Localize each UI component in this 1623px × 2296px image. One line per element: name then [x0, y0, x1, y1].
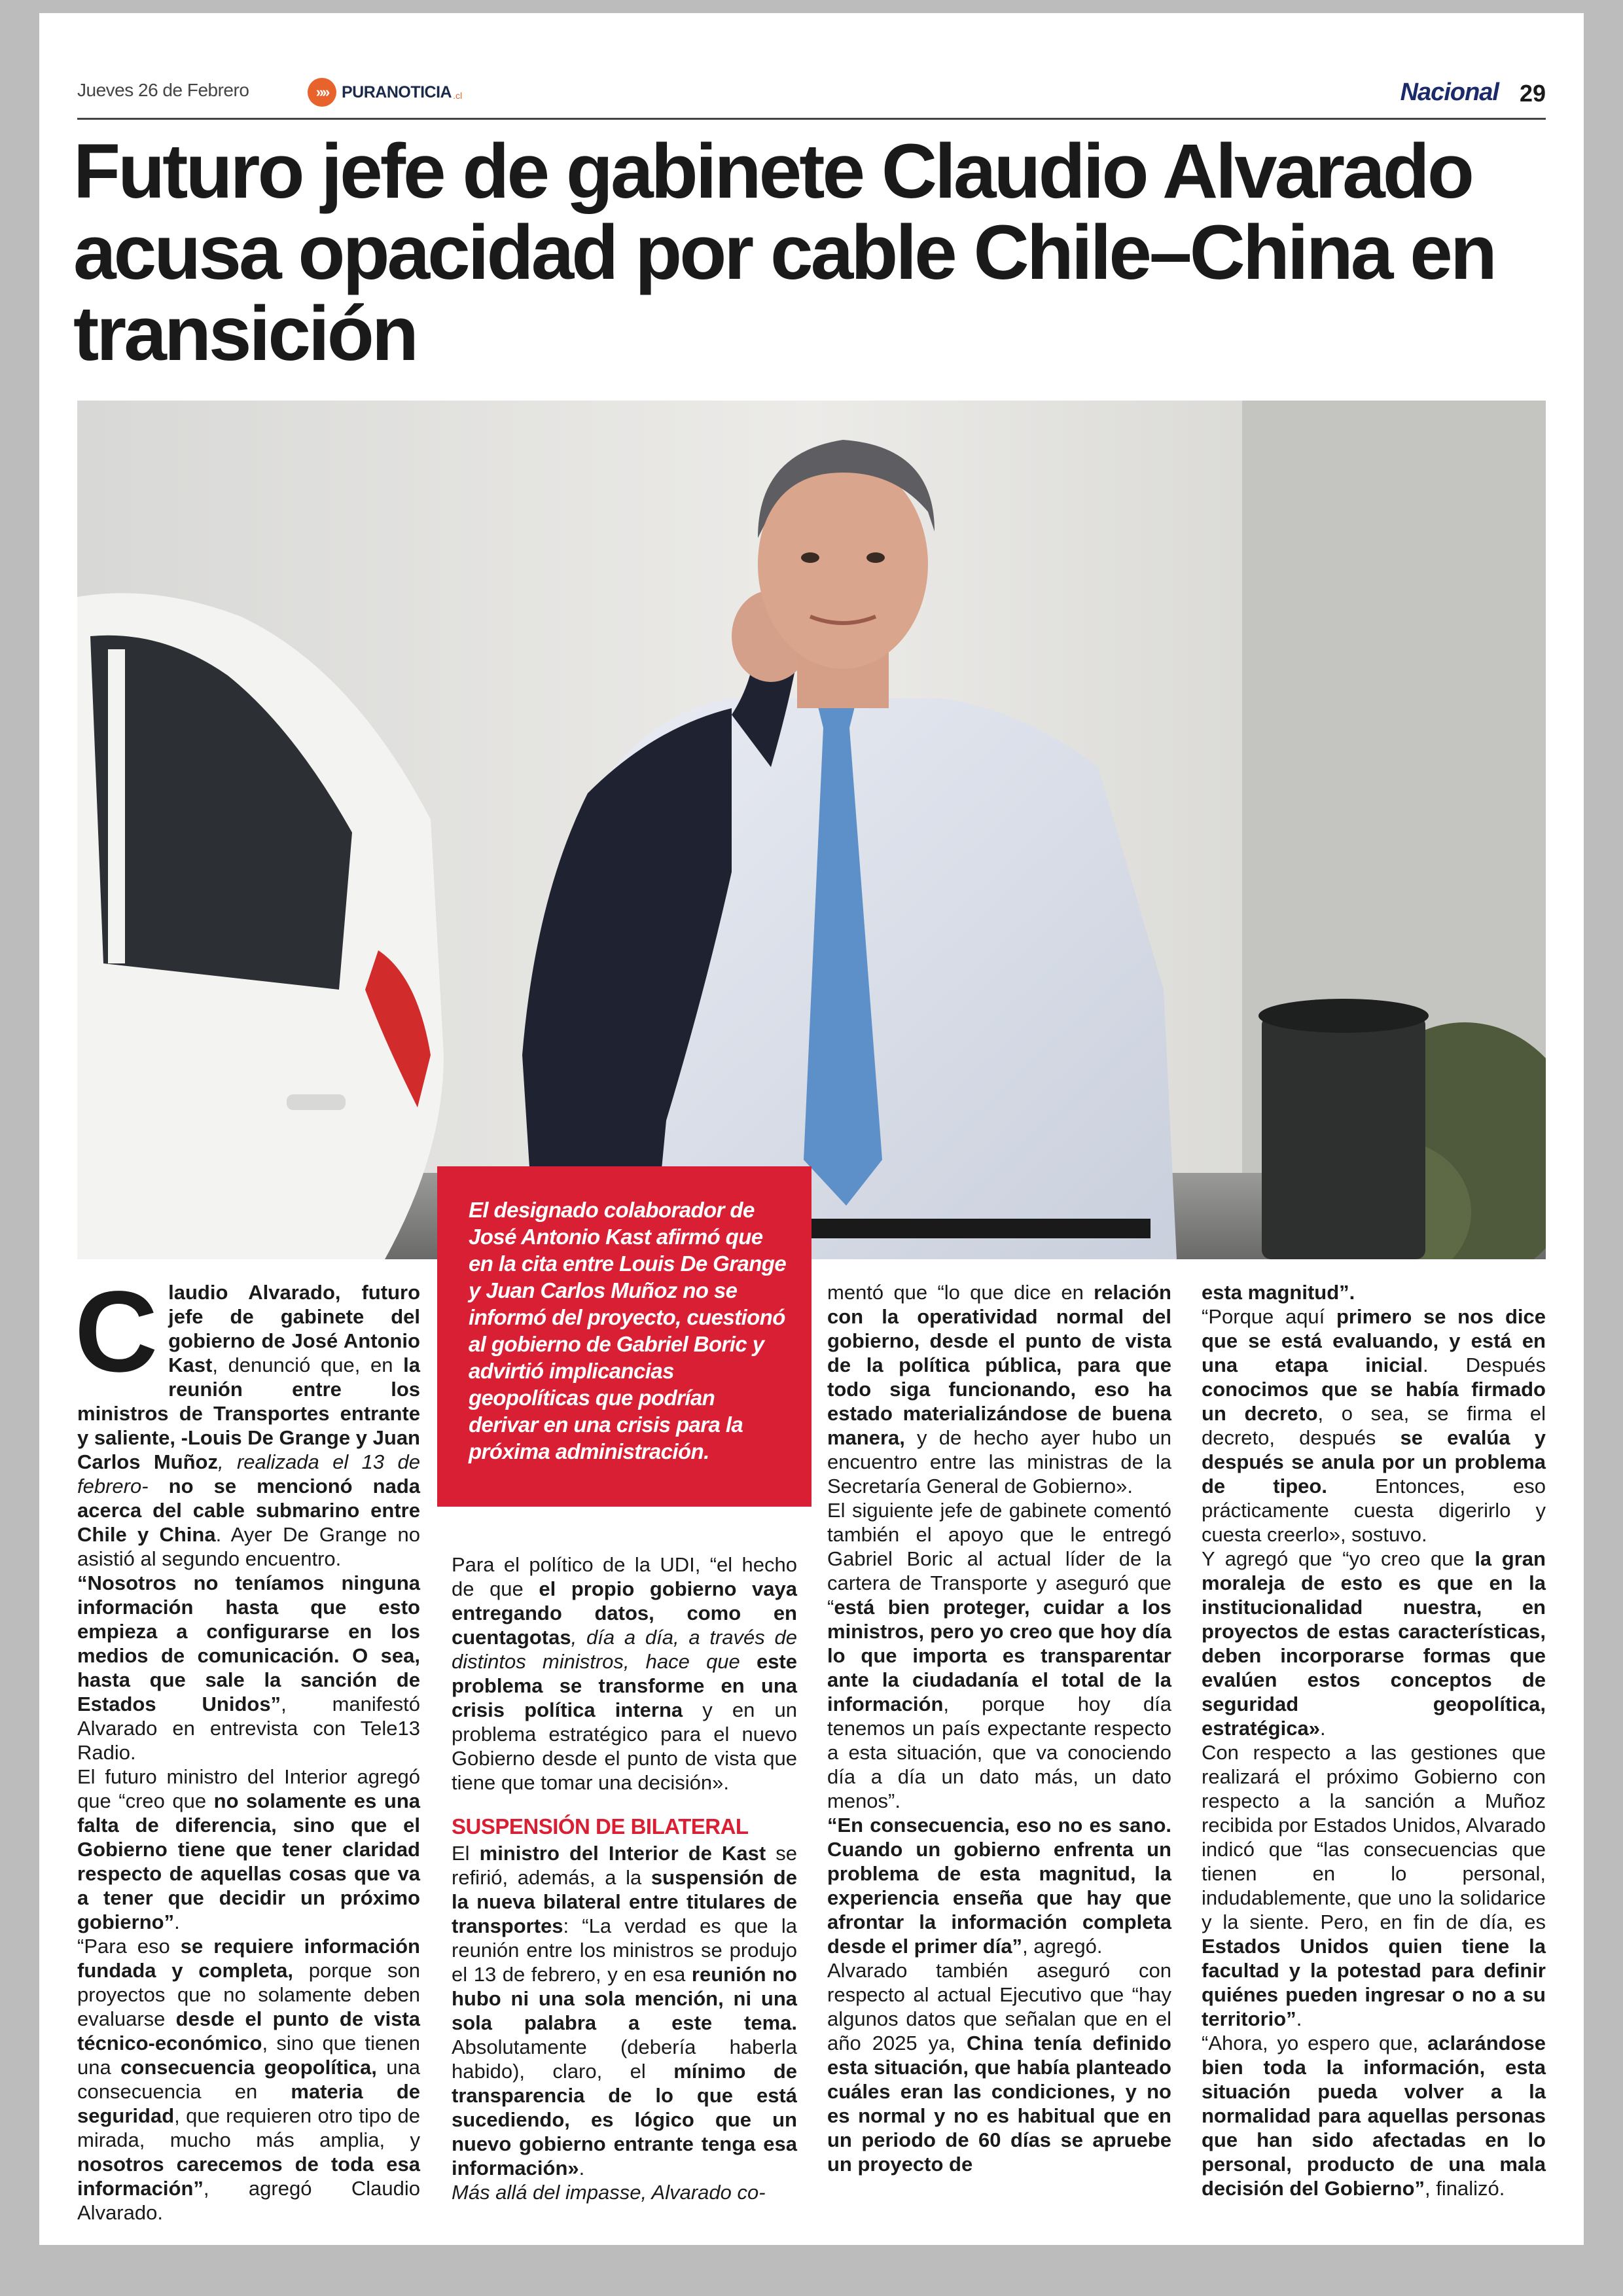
logo-text: PURANOTICIA	[342, 82, 452, 101]
paragraph: El futuro ministro del Interior agregó que “creo que no solamente es una falta de diferencia, sino que el Gobierno tiene que tener claridad respecto de aquellas cosas que va a tener que decidir un próximo gobierno”.	[77, 1765, 420, 1933]
article-photo	[77, 401, 1546, 1259]
article-column-1	[75, 1268, 420, 2225]
paragraph: mentó que “lo que dice en relación con la operatividad normal del gobierno, desde el punto de vista de la política pública, para que todo siga funcionando, eso ha estado materializándose de buena manera, y de hecho ayer hubo un encuentro entre las ministras de la Secretaría General de Gobierno».	[827, 1281, 1171, 1498]
logo-tld: .cl	[453, 90, 463, 101]
paragraph: Y agregó que “yo creo que la gran moraleja de esto es que en la institucionalidad nuestra, en proyectos de estas características, deben incorporarse formas que evalúen estos conceptos de seguridad geopolítica, estratégica».	[1202, 1547, 1546, 1740]
callout-box	[437, 1166, 812, 1507]
article-headline: Futuro jefe de gabinete Claudio Alvarado acusa opacidad por cable Chile–China en transición	[73, 128, 1495, 377]
issue-date: Jueves 26 de Febrero	[77, 80, 249, 100]
paragraph: “Nosotros no teníamos ninguna información hasta que esto empieza a configurarse en los medios de comunicación. O sea, hasta que sale la sanción de Estados Unidos”, manifestó Alvarado en entrevista con Tele13 Radio.	[77, 1571, 420, 1764]
paragraph: Para el político de la UDI, “el hecho de que el propio gobierno vaya entregando datos, como en cuentagotas, día a día, a través de distintos ministros, hace que este problema se transforme en una crisis política interna y en un problema estratégico para el nuevo Gobierno desde el punto de vista que tiene que tomar una decisión».	[452, 1553, 797, 1794]
callout-text: El designado colaborador de José Antonio Kast afirmó que en la cita entre Louis De Grange y Juan Carlos Muñoz no se informó del proyecto, cuestionó al gobierno de Gabriel Boric y advirtió implicancias geopolíticas que podrían derivar en una crisis para la próxima administración.	[469, 1198, 787, 1463]
drop-cap: C	[75, 1268, 158, 1396]
paragraph: El siguiente jefe de gabinete comentó también el apoyo que le entregó Gabriel Boric al actual líder de la cartera de Transporte y aseguró que “está bien proteger, cuidar a los ministros, pero yo creo que hoy día lo que importa es transparentar ante la ciudadanía el total de la información, porque hoy día tenemos un país expectante respecto a esta situación, que va conociendo día a día un dato más, un dato menos”.	[827, 1499, 1171, 1812]
section-subhead: SUSPENSIÓN DE BILATERAL	[452, 1814, 749, 1839]
page-number: 29	[1519, 80, 1546, 107]
article-column-3	[827, 1280, 1171, 2176]
article-column-2	[452, 1552, 797, 2204]
section-name: Nacional	[1400, 79, 1499, 106]
paragraph: Claudio Alvarado, futuro jefe de gabinete del gobierno de José Antonio Kast, denunció que, en la reunión entre los ministros de Transportes entrante y saliente, -Louis De Grange y Juan Carlos Muñoz, realizada el 13 de febrero- no se mencionó nada acerca del cable submarino entre Chile y China. Ayer De Grange no asistió al segundo encuentro.	[75, 1268, 420, 1570]
page-header	[77, 77, 1546, 120]
paragraph: esta magnitud”.	[1202, 1281, 1355, 1304]
publication-logo	[308, 77, 462, 107]
double-chevron-icon: »»	[308, 78, 336, 107]
paragraph: “En consecuencia, eso no es sano. Cuando un gobierno enfrenta un problema de esta magnitud, la experiencia enseña que hay que afrontar la información completa desde el primer día”, agregó.	[827, 1814, 1171, 1958]
paragraph: “Para eso se requiere información fundada y completa, porque son proyectos que no solamente deben evaluarse desde el punto de vista técnico-económico, sino que tienen una consecuencia geopolítica, una consecuencia en materia de seguridad, que requieren otro tipo de mirada, mucho más amplia, y nosotros carecemos de toda esa información”, agregó Claudio Alvarado.	[77, 1935, 420, 2224]
paragraph: Alvarado también aseguró con respecto al actual Ejecutivo que “hay algunos datos que señalan que en el año 2025 ya, China tenía definido esta situación, que había planteado cuáles eran las condiciones, y no es normal y no es habitual que en un periodo de 60 días se apruebe un proyecto de	[827, 1959, 1171, 2176]
article-column-4	[1202, 1280, 1546, 2200]
paragraph: El ministro del Interior de Kast se refirió, además, a la suspensión de la nueva bilateral entre titulares de transportes: “La verdad es que la reunión entre los ministros se produjo el 13 de febrero, y en esa reunión no hubo ni una sola mención, ni una sola palabra a este tema. Absolutamente (debería haberla habido), claro, el mínimo de transparencia de lo que está sucediendo, es lógico que un nuevo gobierno entrante tenga esa información».	[452, 1842, 797, 2179]
paragraph: “Ahora, yo espero que, aclarándose bien toda la información, esta situación pueda volver a la normalidad para aquellas personas que han sido afectadas en lo personal, producto de una mala decisión del Gobierno”, finalizó.	[1202, 2032, 1546, 2200]
paragraph: “Porque aquí primero se nos dice que se está evaluando, y está en una etapa inicial. Después conocimos que se había firmado un decreto, o sea, se firma el decreto, después se evalúa y después se anula por un problema de tipeo. Entonces, eso prácticamente cuesta digerirlo y cuesta creerlo», sostuvo.	[1202, 1305, 1546, 1546]
photo-illustration	[77, 401, 1546, 1259]
paragraph: Con respecto a las gestiones que realizará el próximo Gobierno con respecto a la sanción a Muñoz recibida por Estados Unidos, Alvarado indicó que “las consecuencias que tienen en lo personal, indudablemente, que uno la solidarice y la siente. Pero, en fin de día, es Estados Unidos quien tiene la facultad y la potestad para definir quiénes pueden ingresar o no a su territorio”.	[1202, 1741, 1546, 2030]
paragraph: Más allá del impasse, Alvarado co-	[452, 2181, 766, 2204]
